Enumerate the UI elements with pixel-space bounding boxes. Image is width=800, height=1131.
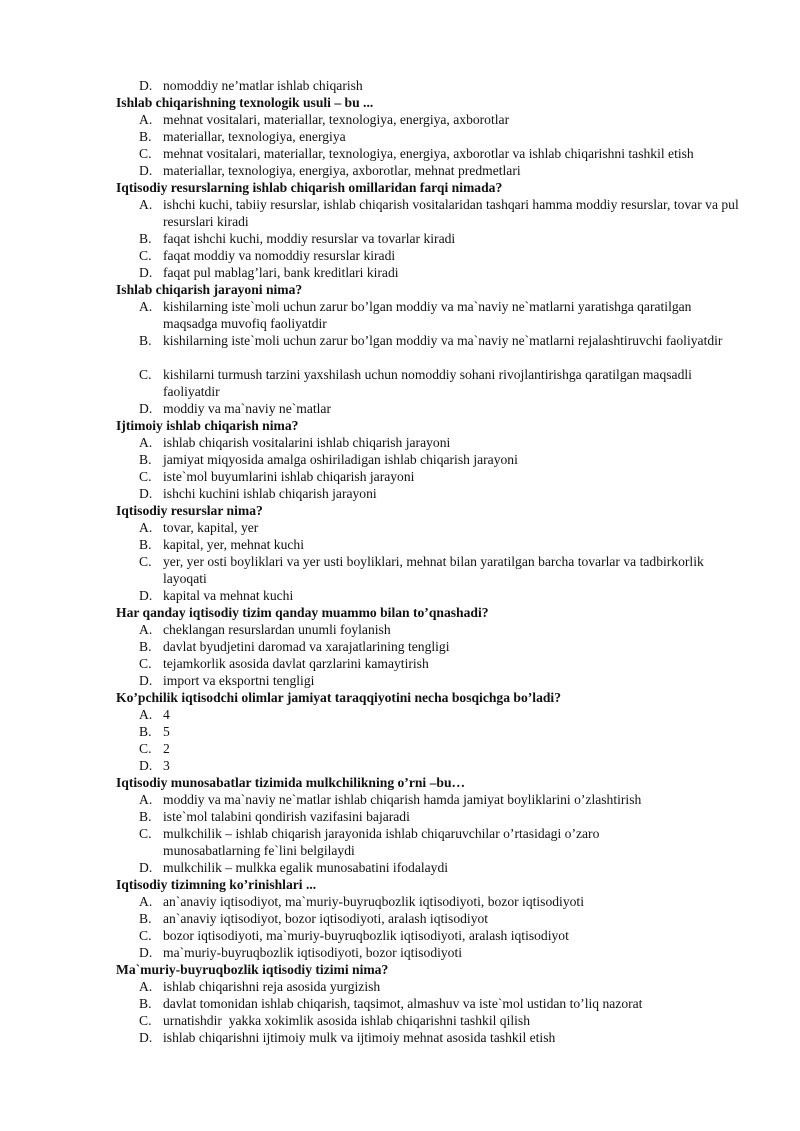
option-text: tejamkorlik asosida davlat qarzlarini kamaytirish: [163, 656, 429, 671]
option-text: mulkchilik – ishlab chiqarish jarayonida ishlab chiqaruvchilar o’rtasidagi o’zaro munosabatlarning fe`lini belgilaydi: [163, 826, 600, 858]
option-text: iste`mol buyumlarini ishlab chiqarish jarayoni: [163, 469, 415, 484]
option-letter: C.: [139, 741, 152, 756]
option-letter: D.: [139, 78, 153, 93]
option-letter: C.: [139, 1013, 152, 1028]
option-text: import va eksportni tengligi: [163, 673, 315, 688]
option-text: kapital, yer, mehnat kuchi: [163, 537, 305, 552]
option-letter: C.: [139, 554, 152, 569]
option-text: jamiyat miqyosida amalga oshiriladigan ishlab chiqarish jarayoni: [163, 452, 518, 467]
option-text: an`anaviy iqtisodiyot, bozor iqtisodiyoti, aralash iqtisodiyot: [163, 911, 489, 926]
option-letter: A.: [139, 520, 153, 535]
option-letter: B.: [139, 639, 152, 654]
option-letter: B.: [139, 231, 152, 246]
option-letter: D.: [139, 588, 153, 603]
option-text: davlat tomonidan ishlab chiqarish, taqsimot, almashuv va iste`mol ustidan to’liq nazorat: [163, 996, 643, 1011]
option-text: 2: [163, 741, 170, 756]
question-jarayon: Ishlab chiqarish jarayoni nima?: [116, 282, 303, 297]
option-text: iste`mol talabini qondirish vazifasini bajaradi: [163, 809, 410, 824]
question-resurs-farqi: Iqtisodiy resurslarning ishlab chiqarish omillaridan farqi nimada?: [116, 180, 503, 195]
question-ijtimoiy: Ijtimoiy ishlab chiqarish nima?: [116, 418, 299, 433]
option-letter: B.: [139, 724, 152, 739]
option-text: ma`muriy-buyruqbozlik iqtisodiyoti, bozor iqtisodiyoti: [163, 945, 463, 960]
option-letter: C.: [139, 826, 152, 841]
option-text: mehnat vositalari, materiallar, texnologiya, energiya, axborotlar: [163, 112, 510, 127]
option-text: materiallar, texnologiya, energiya: [163, 129, 346, 144]
option-letter: A.: [139, 979, 153, 994]
question-muammo: Har qanday iqtisodiy tizim qanday muammo bilan to’qnashadi?: [116, 605, 489, 620]
option-text: nomoddiy ne’matlar ishlab chiqarish: [163, 78, 363, 93]
option-text: davlat byudjetini daromad va xarajatlarining tengligi: [163, 639, 450, 654]
option-letter: B.: [139, 996, 152, 1011]
option-text: ishlab chiqarishni reja asosida yurgizish: [163, 979, 381, 994]
option-letter: A.: [139, 894, 153, 909]
option-text: tovar, kapital, yer: [163, 520, 259, 535]
option-text: kishilarni turmush tarzini yaxshilash uchun nomoddiy sohani rivojlantirishga qaratilgan maqsadli faoliyatdir: [163, 367, 692, 399]
option-text: yer, yer osti boyliklari va yer usti boyliklari, mehnat bilan yaratilgan barcha tovarlar va tadbirkorlik layoqati: [163, 554, 704, 586]
option-text: faqat pul mablag’lari, bank kreditlari kiradi: [163, 265, 399, 280]
question-bosqich: Ko’pchilik iqtisodchi olimlar jamiyat taraqqiyotini necha bosqichga bo’ladi?: [116, 690, 562, 705]
option-letter: D.: [139, 163, 153, 178]
option-letter: C.: [139, 928, 152, 943]
option-letter: C.: [139, 146, 152, 161]
option-text: mulkchilik – mulkka egalik munosabatini ifodalaydi: [163, 860, 449, 875]
option-letter: A.: [139, 792, 153, 807]
option-text: 4: [163, 707, 170, 722]
option-letter: B.: [139, 537, 152, 552]
option-text: kapital va mehnat kuchi: [163, 588, 294, 603]
option-text: moddiy va ma`naviy ne`matlar ishlab chiqarish hamda jamiyat boyliklarini o’zlashtirish: [163, 792, 642, 807]
option-text: materiallar, texnologiya, energiya, axborotlar, mehnat predmetlari: [163, 163, 521, 178]
option-letter: B.: [139, 911, 152, 926]
option-letter: C.: [139, 367, 152, 382]
option-letter: D.: [139, 673, 153, 688]
option-text: mehnat vositalari, materiallar, texnologiya, energiya, axborotlar va ishlab chiqarishni tashkil etish: [163, 146, 694, 161]
option-text: cheklangan resurslardan unumli foylanish: [163, 622, 391, 637]
option-letter: D.: [139, 265, 153, 280]
option-letter: B.: [139, 129, 152, 144]
option-letter: A.: [139, 435, 153, 450]
option-text: ishlab chiqarishni ijtimoiy mulk va ijtimoiy mehnat asosida tashkil etish: [163, 1030, 556, 1045]
option-letter: B.: [139, 809, 152, 824]
option-letter: D.: [139, 486, 153, 501]
option-text: 5: [163, 724, 170, 739]
option-text: 3: [163, 758, 170, 773]
option-letter: D.: [139, 1030, 153, 1045]
option-text: ishlab chiqarish vositalarini ishlab chiqarish jarayoni: [163, 435, 451, 450]
option-letter: C.: [139, 248, 152, 263]
option-text: urnatishdir yakka xokimlik asosida ishlab chiqarishni tashkil qilish: [163, 1013, 530, 1028]
option-letter: A.: [139, 299, 153, 314]
question-korinishlar: Iqtisodiy tizimning ko’rinishlari ...: [116, 877, 317, 892]
option-text: an`anaviy iqtisodiyot, ma`muriy-buyruqbozlik iqtisodiyoti, bozor iqtisodiyoti: [163, 894, 584, 909]
option-letter: D.: [139, 860, 153, 875]
option-text: kishilarning iste`moli uchun zarur bo’lgan moddiy va ma`naviy ne`matlarni yaratishga qaratilgan maqsadga muvofiq faoliyatdir: [163, 299, 692, 331]
option-letter: D.: [139, 401, 153, 416]
question-texnologik-usul: Ishlab chiqarishning texnologik usuli – bu ...: [116, 95, 374, 110]
option-text: faqat ishchi kuchi, moddiy resurslar va tovarlar kiradi: [163, 231, 456, 246]
option-letter: D.: [139, 945, 153, 960]
question-resurslar: Iqtisodiy resurslar nima?: [116, 503, 263, 518]
option-text: moddiy va ma`naviy ne`matlar: [163, 401, 331, 416]
option-text: ishchi kuchini ishlab chiqarish jarayoni: [163, 486, 377, 501]
question-mulkchilik: Iqtisodiy munosabatlar tizimida mulkchilikning o’rni –bu…: [116, 775, 466, 790]
option-text: kishilarning iste`moli uchun zarur bo’lgan moddiy va ma`naviy ne`matlarni rejalashtiruvchi faoliyatdir: [163, 333, 723, 348]
option-letter: C.: [139, 656, 152, 671]
option-text: ishchi kuchi, tabiiy resurslar, ishlab chiqarish vositalaridan tashqari hamma moddiy resurslar, tovar va pul resurslari kiradi: [163, 197, 739, 229]
option-text: bozor iqtisodiyoti, ma`muriy-buyruqbozlik iqtisodiyoti, aralash iqtisodiyot: [163, 928, 569, 943]
option-letter: A.: [139, 622, 153, 637]
option-letter: A.: [139, 112, 153, 127]
question-mamuriy: Ma`muriy-buyruqbozlik iqtisodiy tizimi nima?: [116, 962, 389, 977]
option-letter: A.: [139, 197, 153, 212]
option-letter: B.: [139, 333, 152, 348]
option-letter: B.: [139, 452, 152, 467]
option-text: faqat moddiy va nomoddiy resurslar kiradi: [163, 248, 396, 263]
option-letter: D.: [139, 758, 153, 773]
option-letter: A.: [139, 707, 153, 722]
option-letter: C.: [139, 469, 152, 484]
